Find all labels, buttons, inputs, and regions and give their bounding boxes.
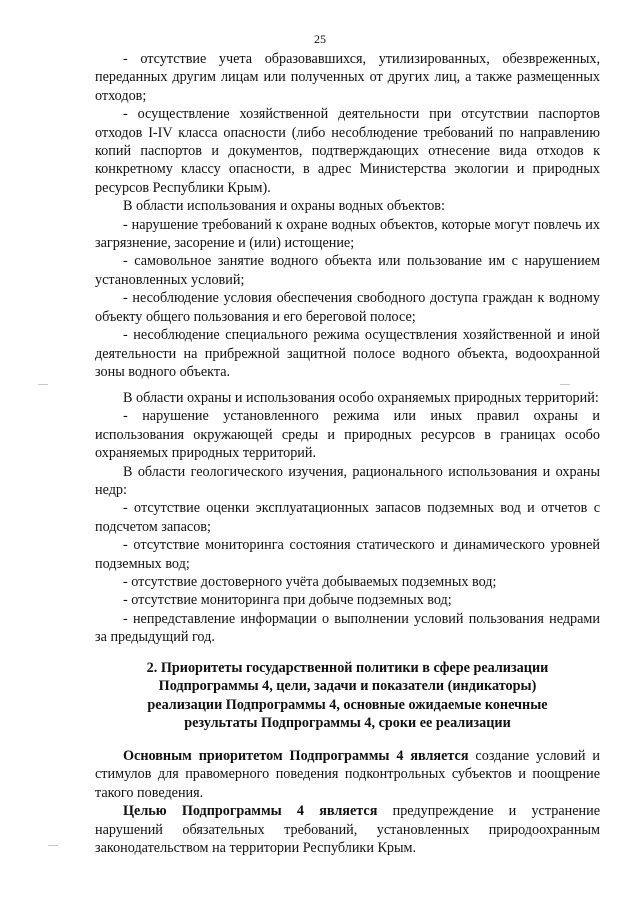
- paragraph-main-priority: [95, 747, 600, 802]
- paragraph-water-protection: - нарушение требований к охране водных объектов, которые могут повлечь их загрязнение, засорение и (или) истощение;: [95, 216, 600, 252]
- paragraph-water-regime: - несоблюдение специального режима осуществления хозяйственной и иной деятельности на прибрежной защитной полосе водного объекта, водоохранной зоны водного объекта.: [95, 327, 600, 380]
- scan-margin-mark: [48, 845, 58, 846]
- paragraph-subsoil-reporting: - непредставление информации о выполнении условий пользования недрами за предыдущий год.: [95, 610, 600, 646]
- text-block-waste-water: [95, 50, 600, 381]
- heading-line: реализации Подпрограммы 4, основные ожидаемые конечные: [147, 696, 548, 713]
- scan-margin-mark: [38, 384, 48, 385]
- text-block-priorities: [95, 747, 600, 857]
- scan-margin-mark: [560, 384, 570, 385]
- text-main-priority: создание условий и стимулов для правомерного поведения подконтрольных субъектов и поощрение такого поведения.: [95, 748, 601, 801]
- paragraph-water-occupation: - самовольное занятие водного объекта или пользование им с нарушением установленных условий;: [95, 253, 600, 288]
- paragraph-waste-passports: - осуществление хозяйственной деятельности при отсутствии паспортов отходов I-IV класса опасности (либо несоблюдение требований по направлению копий паспортов и документов, подтверждающих отнесение вида отходов к конкретному классу опасности, в адрес Министерства экологии и природных ресурсов Республики Крым).: [95, 106, 600, 196]
- section-heading: [95, 659, 600, 733]
- paragraph-territories-intro: В области охраны и использования особо охраняемых природных территорий:: [123, 390, 599, 406]
- paragraph-subsoil-monitoring-extraction: - отсутствие мониторинга при добыче подземных вод;: [123, 592, 452, 609]
- paragraph-subsoil-accounting: - отсутствие достоверного учёта добываемых подземных вод;: [123, 574, 497, 591]
- paragraph-subsoil-intro: В области геологического изучения, рационального использования и охраны недр:: [95, 463, 600, 499]
- heading-line: Подпрограммы 4, цели, задачи и показатели (индикаторы): [158, 678, 537, 695]
- heading-line: 2. Приоритеты государственной политики в сфере реализации: [146, 660, 549, 676]
- text-goal: предупреждение и устранение нарушений обязательных требований, установленных природоохранным законодательством на территории Республики Крым.: [95, 803, 600, 857]
- heading-line: результаты Подпрограммы 4, сроки ее реализации: [184, 715, 511, 732]
- paragraph-water-intro: В области использования и охраны водных объектов:: [123, 198, 445, 215]
- paragraph-goal: [95, 802, 600, 857]
- page-number: 25: [314, 32, 326, 46]
- text-block-territories-subsoil: [95, 389, 600, 647]
- bold-phrase-main-priority: Основным приоритетом Подпрограммы 4 является: [123, 748, 469, 764]
- bold-phrase-goal: Целью Подпрограммы 4 является: [123, 803, 378, 820]
- paragraph-subsoil-reserves: - отсутствие оценки эксплуатационных запасов подземных вод и отчетов с подсчетом запасов;: [95, 500, 600, 535]
- paragraph-territories-regime: - нарушение установленного режима или иных правил охраны и использования окружающей среды и природных ресурсов в границах особо охраняемых природных территорий.: [95, 408, 600, 462]
- paragraph-waste-accounting: - отсутствие учета образовавшихся, утилизированных, обезвреженных, переданных другим лицам или полученных от других лиц, а также размещенных отходов;: [95, 51, 600, 104]
- paragraph-subsoil-monitoring-levels: - отсутствие мониторинга состояния статического и динамического уровней подземных вод;: [95, 537, 600, 572]
- paragraph-water-access: - несоблюдение условия обеспечения свободного доступа граждан к водному объекту общего пользования и его береговой полосе;: [95, 290, 600, 325]
